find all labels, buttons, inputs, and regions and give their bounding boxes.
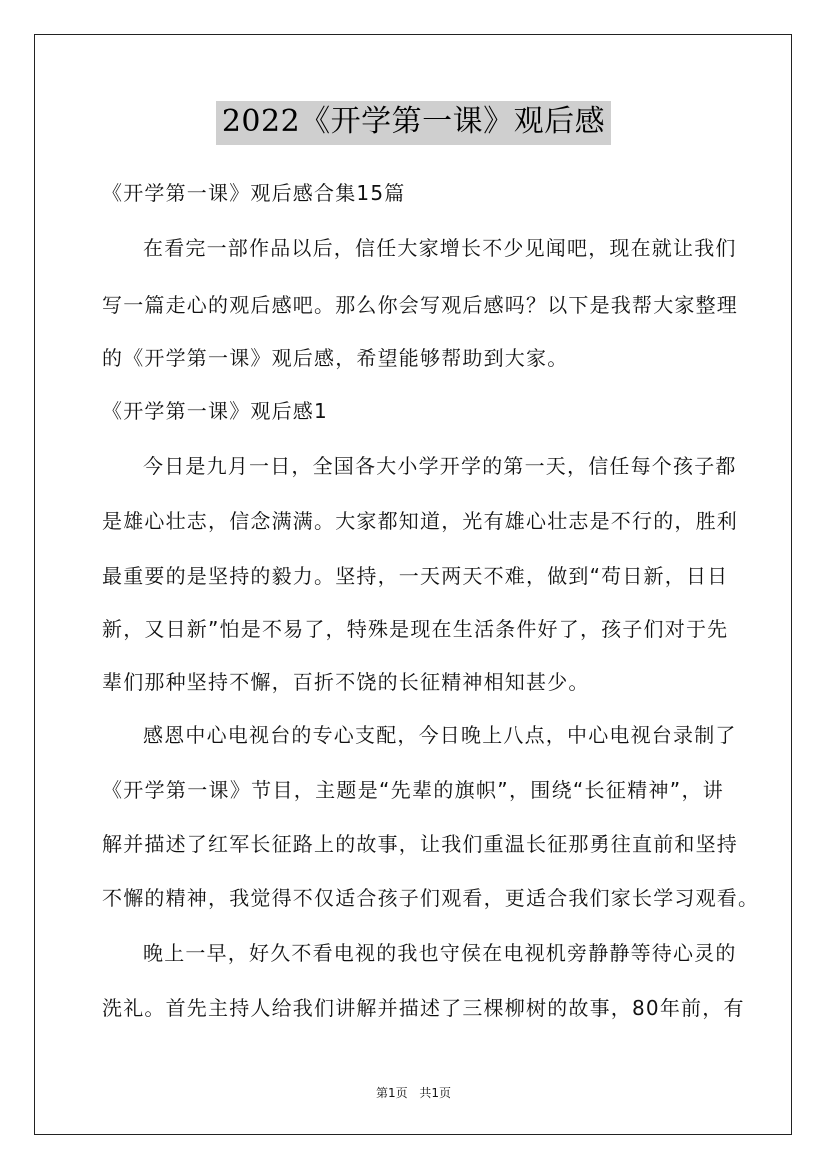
paragraph-line: 晚上一早，好久不看电视的我也守侯在电视机旁静静等待心灵的 [143,941,737,965]
paragraph-line: 今日是九月一日，全国各大小学开学的第一天，信任每个孩子都 [143,454,737,478]
intro-line: 写一篇走心的观后感吧。那么你会写观后感吗？以下是我帮大家整理 [102,293,738,317]
page-footer [0,1085,827,1101]
paragraph-line: 解并描述了红军长征路上的故事，让我们重温长征那勇往直前和坚持 [102,832,738,856]
page-total: 共1页 [419,1086,452,1100]
paragraph-line: 感恩中心电视台的专心支配，今日晚上八点，中心电视台录制了 [143,723,737,747]
paragraph-line: 《开学第一课》节目，主题是“先辈的旗帜”，围绕“长征精神”，讲 [102,778,724,802]
page-number: 第1页 [375,1086,408,1100]
paragraph-line: 新，又日新”怕是不易了，特殊是现在生活条件好了，孩子们对于先 [102,617,729,641]
intro-line: 的《开学第一课》观后感，希望能够帮助到大家。 [102,346,569,370]
section-heading: 《开学第一课》观后感1 [102,399,328,423]
paragraph-line: 洗礼。首先主持人给我们讲解并描述了三棵柳树的故事，80年前，有 [102,996,745,1020]
document-subtitle: 《开学第一课》观后感合集15篇 [102,181,406,205]
intro-line: 在看完一部作品以后，信任大家增长不少见闻吧，现在就让我们 [143,236,737,260]
paragraph-line: 最重要的是坚持的毅力。坚持，一天两天不难，做到“苟日新，日日 [102,564,729,588]
paragraph-line: 是雄心壮志，信念满满。大家都知道，光有雄心壮志是不行的，胜利 [102,509,738,533]
paragraph-line: 不懈的精神，我觉得不仅适合孩子们观看，更适合我们家长学习观看。 [102,886,760,910]
paragraph-line: 辈们那种坚持不懈，百折不饶的长征精神相知甚少。 [102,670,590,694]
document-title: 2022《开学第一课》观后感 [216,101,611,145]
title-container [0,101,827,145]
